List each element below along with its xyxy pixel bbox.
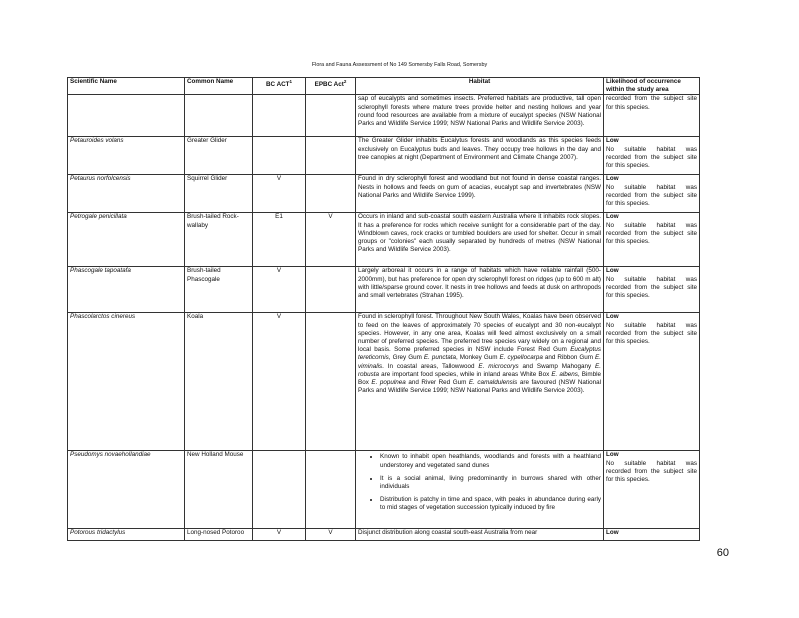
likelihood-text: No suitable habitat was recorded from the subject site for this species. (606, 145, 697, 170)
common-name: Brush-tailed Phascogale (185, 267, 253, 313)
likelihood-cell (604, 137, 700, 175)
likelihood-level: Low (606, 267, 619, 275)
likelihood-cell (604, 313, 700, 451)
epbc-status (306, 175, 356, 213)
table-header-row (68, 78, 700, 95)
likelihood-cell (604, 213, 700, 267)
habitat-text: Occurs in inland and sub-coastal south eastern Australia where it inhabits rock slopes. It has a preference for rocks which receive sunlight for a considerable part of the day. Windblown caves, rock cracks or tumbled boulders are used for shelter. Occur in small groups or "colonies" each usually separated by hundreds of metres (NSW National Parks and Wildlife Service 2003). (356, 213, 604, 267)
table-row (68, 313, 700, 451)
species-table (67, 77, 700, 541)
habitat-text: Largely arboreal it occurs in a range of habitats which have reliable rainfall (500-2000mm), but has preference for open dry sclerophyll forest on ridges (up to 600 m alt) with little/sparse ground cover. It nests in tree hollows and feeds at dusk on arthropods and small vertebrates (Strahan 1995). (356, 267, 604, 313)
epbc-status: V (306, 213, 356, 267)
bc-status: V (253, 267, 306, 313)
scientific-name: Phascolarctos cinereus (68, 313, 185, 451)
likelihood-cell (604, 451, 700, 529)
col-bc-act: BC ACT$^1$ (253, 78, 306, 95)
epbc-status: V (306, 529, 356, 541)
bc-status: E1 (253, 213, 306, 267)
common-name (185, 95, 253, 137)
bc-status: V (253, 529, 306, 541)
likelihood-text: No suitable habitat was recorded from the subject site for this species. (606, 275, 697, 300)
likelihood-level: Low (606, 137, 619, 145)
epbc-status (306, 137, 356, 175)
common-name: New Holland Mouse (185, 451, 253, 529)
page-number: 60 (716, 547, 729, 559)
bc-status: V (253, 313, 306, 451)
epbc-status (306, 95, 356, 137)
habitat-bullets (356, 451, 604, 529)
list-item: • It is a social animal, living predominantly in burrows shared with other individuals (380, 475, 601, 491)
list-item: • Distribution is patchy in time and space, with peaks in abundance during early to mid stages of vegetation succession typically induced by fire (380, 496, 601, 512)
table-row (68, 175, 700, 213)
bc-status (253, 137, 306, 175)
scientific-name: Potorous tridactylus (68, 529, 185, 541)
habitat-text: Disjunct distribution along coastal south-east Australia from near (356, 529, 604, 541)
likelihood-cell (604, 95, 700, 137)
col-likelihood: Likelihood of occurrence within the study area (604, 78, 700, 95)
table-row (68, 529, 700, 541)
habitat-bullet-list (358, 453, 601, 512)
scientific-name: Phascogale tapoatafa (68, 267, 185, 313)
likelihood-level: Low (606, 529, 619, 537)
table-row (68, 137, 700, 175)
likelihood-text: No suitable habitat was recorded from the subject site for this species. (606, 321, 697, 346)
likelihood-cell (604, 529, 700, 541)
bc-status (253, 95, 306, 137)
col-scientific-name: Scientific Name (68, 78, 185, 95)
likelihood-text: No suitable habitat was recorded from the subject site for this species. (606, 183, 697, 208)
table-row (68, 267, 700, 313)
list-item: • Known to inhabit open heathlands, woodlands and forests with a heathland understorey and vegetated sand dunes (380, 453, 601, 469)
common-name: Koala (185, 313, 253, 451)
likelihood-cell (604, 267, 700, 313)
common-name: Brush-tailed Rock-wallaby (185, 213, 253, 267)
scientific-name: Petauroides volans (68, 137, 185, 175)
bc-footnote-mark: 1 (289, 79, 293, 84)
scientific-name: Petrogale penicillata (68, 213, 185, 267)
common-name: Greater Glider (185, 137, 253, 175)
likelihood-text: No suitable habitat was recorded from the subject site for this species. (606, 221, 697, 246)
likelihood-level: Low (606, 213, 619, 221)
scientific-name: Pseudomys novaehollandiae (68, 451, 185, 529)
col-habitat: Habitat (356, 78, 604, 95)
epbc-status (306, 313, 356, 451)
likelihood-level: Low (606, 451, 619, 459)
bc-status: V (253, 175, 306, 213)
page-header: Flora and Fauna Assessment of No 149 Somersby Falls Road, Somersby (311, 62, 488, 68)
table-row (68, 213, 700, 267)
bc-status (253, 451, 306, 529)
epbc-footnote-mark: 2 (343, 79, 347, 84)
epbc-status (306, 451, 356, 529)
habitat-text: The Greater Glider inhabits Eucalytus forests and woodlands as this species feeds exclusively on Eucalyptus buds and leaves. They occupy tree hollows in the day and tree canopies at night (Department of Environment and Climate Change 2007). (356, 137, 604, 175)
col-epbc-act: EPBC Act$^2$ (306, 78, 356, 95)
table-row (68, 451, 700, 529)
habitat-text: sap of eucalypts and sometimes insects. Preferred habitats are productive, tall open sclerophyll forests where mature trees provide helter and nesting hollows and year round food resources are available from a mixture of eucalypt species (NSW National Parks and Wildlife Service 1999; NSW National Parks and Wildlife Service 2003). (356, 95, 604, 137)
habitat-text: Found in dry sclerophyll forest and woodland but not found in dense coastal ranges. Nests in hollows and feeds on gum of acacias, eucalypt sap and invertebrates (NSW National Parks and Wildlife Service 1999). (356, 175, 604, 213)
common-name: Long-nosed Potoroo (185, 529, 253, 541)
likelihood-level: Low (606, 175, 619, 183)
table-row (68, 95, 700, 137)
epbc-status (306, 267, 356, 313)
scientific-name: Petaurus norfolcensis (68, 175, 185, 213)
likelihood-cell (604, 175, 700, 213)
likelihood-text: recorded from the subject site for this species. (606, 95, 697, 111)
likelihood-text: No suitable habitat was recorded from the subject site for this species. (606, 459, 697, 484)
habitat-text: Found in sclerophyll forest. Throughout New South Wales, Koalas have been observed to feed on the leaves of approximately 70 species of eucalypt and 30 non-eucalypt species. However, in any one area, Koalas will feed almost exclusively on a small number of preferred species. The preferred tree species vary widely on a regional and local basis. Some preferred species in NSW include Forest Red Gum Eucalyptus tereticornis, Grey Gum E. punctata, Monkey Gum E. cypellocarpa and Ribbon Gum E. viminalis. In coastal areas, Tallowwood E. microcorys and Swamp Mahogany E. robusta are important food species, while in inland areas White Box E. albens, Bimble Box E. populnea and River Red Gum E. camaldulensis are favoured (NSW National Parks and Wildlife Service 1999; NSW National Parks and Wildlife Service 2003). (356, 313, 604, 451)
scientific-name (68, 95, 185, 137)
likelihood-level: Low (606, 313, 619, 321)
common-name: Squirrel Glider (185, 175, 253, 213)
col-common-name: Common Name (185, 78, 253, 95)
